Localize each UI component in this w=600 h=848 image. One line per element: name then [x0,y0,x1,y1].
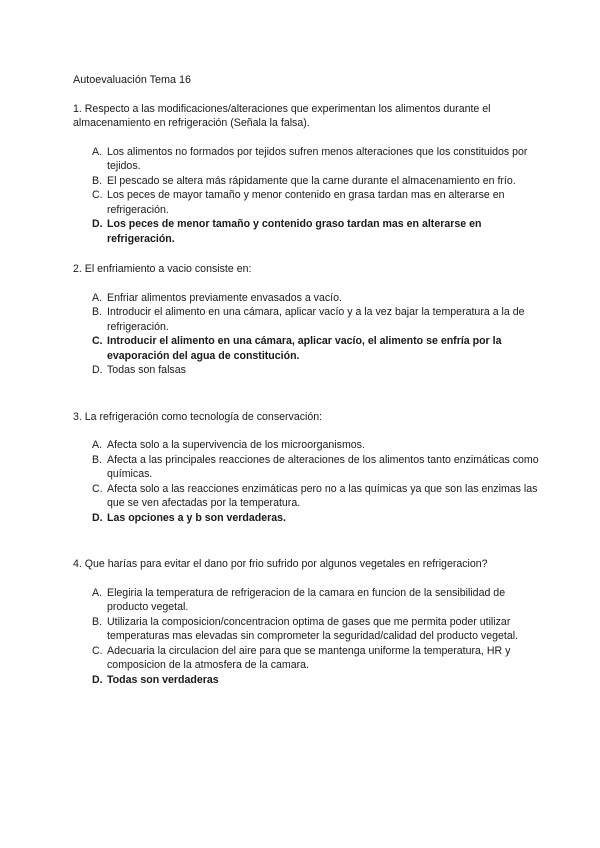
option-letter: C. [92,644,103,657]
option-text: Afecta solo a las reacciones enzimáticas pero no a las químicas ya que son las enzimas las que se ven afectadas por la temperatura. [107,482,538,509]
question-1 [73,102,540,247]
option-text: Los alimentos no formados por tejidos sufren menos alteraciones que los constituidos por tejidos. [107,145,528,172]
option-text: Todas son falsas [107,364,186,376]
document-title: Autoevaluación Tema 16 [73,74,192,86]
option-a [92,438,540,453]
option-text: Elegiria la temperatura de refrigeracion de la camara en funcion de la sensibilidad de producto vegetal. [107,586,506,613]
option-text: Utilizaria la composicion/concentracion optima de gases que me permita poder utilizar temperaturas mas elevadas sin comprometer la seguridad/calidad del producto vegetal. [107,615,519,642]
option-b [92,174,540,189]
option-c [92,482,540,511]
question-3 [73,410,540,526]
option-text: Introducir el alimento en una cámara, aplicar vacío, el alimento se enfría por la evaporación del agua de constitución. [107,335,502,362]
option-a [92,586,540,615]
options-list [73,586,540,688]
option-d [92,363,540,378]
option-text: Afecta solo a la supervivencia de los microorganismos. [107,439,365,451]
question-text: 4. Que harías para evitar el dano por frio sufrido por algunos vegetales en refrigeracion? [73,558,488,570]
option-letter: D. [92,218,103,230]
option-letter: C. [92,482,103,495]
option-text: Enfriar alimentos previamente envasados a vacío. [107,291,342,304]
option-b [92,615,540,644]
option-b [92,453,540,482]
option-letter: B. [92,306,103,318]
option-letter: C. [92,189,103,201]
option-d-correct [92,511,540,526]
option-letter: B. [92,174,103,187]
option-c-correct [92,334,540,363]
option-c [92,644,540,673]
option-text: Los peces de mayor tamaño y menor contenido en grasa tardan mas en alterarse en refrigeración. [107,189,505,216]
option-letter: A. [92,145,103,158]
option-text: Las opciones a y b son verdaderas. [107,511,286,524]
question-2 [73,262,540,378]
option-d-correct [92,217,540,246]
option-text: Todas son verdaderas [107,673,219,686]
option-b [92,305,540,334]
option-letter: A. [92,439,103,451]
option-text: Afecta a las principales reacciones de alteraciones de los alimentos tanto enzimáticas como químicas. [107,453,539,480]
option-a [92,291,540,306]
option-c [92,188,540,217]
option-letter: A. [92,291,103,304]
option-text: El pescado se altera más rápidamente que la carne durante el almacenamiento en frío. [107,174,516,187]
option-text: Adecuaria la circulacion del aire para que se mantenga uniforme la temperatura, HR y composicion de la atmosfera de la camara. [107,644,511,671]
options-list [73,145,540,247]
option-text: Los peces de menor tamaño y contenido graso tardan mas en alterarse en refrigeración. [107,218,482,245]
option-letter: B. [92,615,103,628]
options-list [73,438,540,525]
question-text: 1. Respecto a las modificaciones/alteraciones que experimentan los alimentos durante el almacenamiento en refrigeración (Señala la falsa). [73,102,491,129]
option-letter: B. [92,453,103,466]
option-a [92,145,540,174]
option-letter: D. [92,364,103,376]
option-text: Introducir el alimento en una cámara, aplicar vacío y a la vez bajar la temperatura a la de refrigeración. [107,306,525,333]
option-d-correct [92,673,540,688]
question-text: 2. El enfriamiento a vacio consiste en: [73,263,252,275]
option-letter: A. [92,586,103,599]
question-text: 3. La refrigeración como tecnología de conservación: [73,410,323,423]
options-list [73,291,540,378]
question-4 [73,557,540,687]
option-letter: D. [92,673,103,686]
option-letter: D. [92,511,103,524]
option-letter: C. [92,335,103,347]
